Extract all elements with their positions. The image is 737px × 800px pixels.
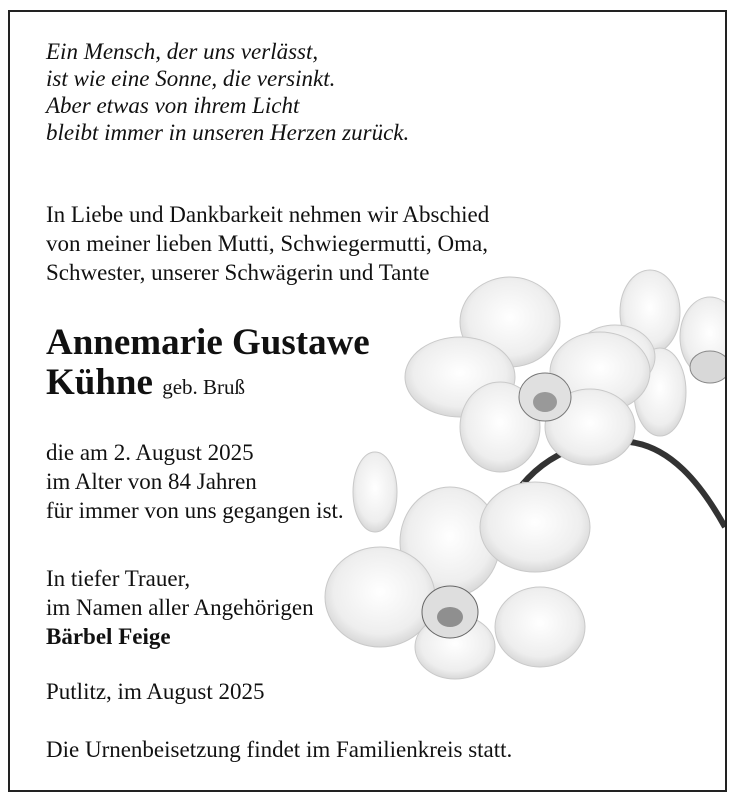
place-date: Putlitz, im August 2025 [46,679,265,704]
signer-name: Bärbel Feige [46,624,171,649]
burial-note: Die Urnenbeisetzung findet im Familienkreis statt. [46,737,513,762]
intro-line: von meiner lieben Mutti, Schwiegermutti, Oma, [46,231,489,256]
surname: Kühne [46,362,153,403]
poem [46,38,409,146]
poem-line: bleibt immer in unseren Herzen zurück. [46,120,410,145]
detail-line: im Alter von 84 Jahren [46,469,257,494]
detail-line: die am 2. August 2025 [46,440,254,465]
birth-name: geb. Bruß [162,375,246,399]
orchid-icon [300,252,727,682]
poem-line: ist wie eine Sonne, die versinkt. [46,66,336,91]
obituary-card [8,10,727,792]
intro-line: In Liebe und Dankbarkeit nehmen wir Abschied [46,202,490,227]
death-details [46,438,344,525]
mourning-line: In tiefer Trauer, [46,566,191,591]
intro-text [46,200,489,287]
first-names: Annemarie Gustawe [46,322,370,363]
detail-line: für immer von uns gegangen ist. [46,498,344,523]
intro-line: Schwester, unserer Schwägerin und Tante [46,260,430,285]
mourning-block [46,564,314,651]
deceased-name [46,323,370,407]
poem-line: Aber etwas von ihrem Licht [46,93,300,118]
poem-line: Ein Mensch, der uns verlässt, [46,39,319,64]
mourning-line: im Namen aller Angehörigen [46,595,314,620]
